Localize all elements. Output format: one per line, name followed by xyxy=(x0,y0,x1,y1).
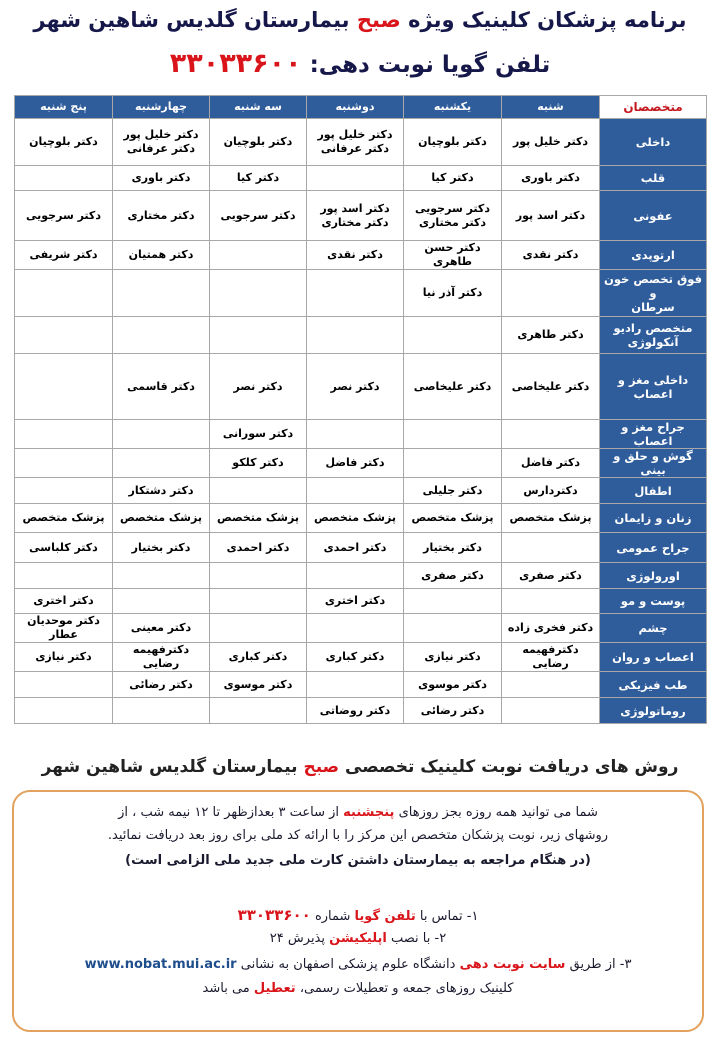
doctor-name: دکتر بلوچیان xyxy=(223,135,293,148)
doctor-name: دکتر رضائی xyxy=(420,703,485,717)
specialty-cell xyxy=(600,643,707,672)
schedule-cell xyxy=(404,119,502,166)
id-card-note: (در هنگام مراجعه به بیمارستان داشتن کارت ملی جدید ملی الزامی است) xyxy=(125,853,591,868)
schedule-cell xyxy=(113,478,210,504)
table-row xyxy=(15,643,707,672)
specialty-header: متخصصان xyxy=(600,96,707,119)
day-header: پنج شنبه xyxy=(15,96,113,119)
schedule-cell xyxy=(210,270,307,317)
schedule-cell xyxy=(307,420,404,449)
schedule-cell xyxy=(502,478,600,504)
day-header: سه شنبه xyxy=(210,96,307,119)
doctor-name: پزشک متخصص xyxy=(22,511,105,524)
schedule-cell xyxy=(404,317,502,354)
schedule-cell xyxy=(15,166,113,191)
schedule-cell xyxy=(113,672,210,698)
specialty-name: چشم xyxy=(638,621,668,635)
doctor-name: دکتر روضاتی xyxy=(319,703,391,717)
schedule-cell xyxy=(15,191,113,241)
doctor-name: دکتر خلیل پور xyxy=(512,135,589,148)
specialty-cell xyxy=(600,589,707,614)
specialty-name: متخصص رادیو آنکولوژی xyxy=(613,321,693,349)
table-row xyxy=(15,563,707,589)
schedule-cell xyxy=(113,589,210,614)
specialty-cell xyxy=(600,241,707,270)
schedule-cell xyxy=(502,589,600,614)
schedule-cell xyxy=(15,478,113,504)
schedule-cell xyxy=(307,317,404,354)
method-1: ۱- تماس با تلفن گویا شماره ۳۳۰۳۳۶۰۰ xyxy=(237,906,479,924)
doctor-name: دکتر بلوچیان xyxy=(29,135,98,148)
doctor-name: دکتر نقدی xyxy=(327,248,383,261)
table-row xyxy=(15,270,707,317)
schedule-cell xyxy=(404,698,502,724)
schedule-cell xyxy=(502,504,600,533)
schedule-cell xyxy=(307,672,404,698)
table-row xyxy=(15,614,707,643)
schedule-cell xyxy=(15,241,113,270)
schedule-cell xyxy=(15,119,113,166)
schedule-cell xyxy=(15,533,113,563)
schedule-cell xyxy=(113,241,210,270)
schedule-cell xyxy=(15,589,113,614)
doctor-name: دکتر شریفی xyxy=(29,248,98,261)
schedule-cell xyxy=(502,449,600,478)
specialty-name: اطفال xyxy=(634,483,672,498)
doctor-name: دکتر خلیل پور xyxy=(123,128,199,141)
doctor-name: دکتر احمدی xyxy=(226,540,290,554)
doctor-name: دکتر بلوچیان xyxy=(418,135,487,148)
schedule-cell xyxy=(210,241,307,270)
schedule-cell xyxy=(210,317,307,354)
schedule-cell xyxy=(15,672,113,698)
schedule-cell xyxy=(404,504,502,533)
schedule-cell xyxy=(210,354,307,420)
schedule-cell xyxy=(15,614,113,643)
doctor-name: دکتر خلیل پور xyxy=(317,128,393,141)
schedule-cell xyxy=(502,533,600,563)
specialty-name: جراح عمومی xyxy=(616,540,690,555)
doctor-name: دکتر نصر xyxy=(330,379,380,393)
doctor-name: دکتر کیا xyxy=(236,171,280,184)
doctor-name: دکتر موسوی xyxy=(418,677,487,691)
schedule-cell xyxy=(307,698,404,724)
schedule-cell xyxy=(307,191,404,241)
specialty-cell xyxy=(600,420,707,449)
doctor-name: دکتر عرفانی xyxy=(320,142,390,155)
schedule-cell xyxy=(404,563,502,589)
doctor-name: دکتر نیازی xyxy=(424,650,481,663)
doctor-name: دکتر اسد پور xyxy=(515,208,586,222)
schedule-cell xyxy=(15,643,113,672)
table-row xyxy=(15,698,707,724)
schedule-cell xyxy=(15,449,113,478)
schedule-cell xyxy=(404,614,502,643)
schedule-cell xyxy=(307,166,404,191)
table-row xyxy=(15,191,707,241)
schedule-cell xyxy=(404,420,502,449)
doctor-name: دکتر بختیار xyxy=(423,540,482,554)
schedule-cell xyxy=(113,504,210,533)
schedule-cell xyxy=(210,563,307,589)
schedule-cell xyxy=(113,563,210,589)
schedule-cell xyxy=(307,478,404,504)
schedule-cell xyxy=(210,191,307,241)
schedule-cell xyxy=(15,420,113,449)
schedule-table xyxy=(14,95,707,724)
doctor-name: دکتر مختاری xyxy=(127,208,195,222)
specialty-cell xyxy=(600,533,707,563)
schedule-cell xyxy=(307,504,404,533)
doctor-name: دکتر باوری xyxy=(521,171,580,184)
doctor-name: دکتر مختاری xyxy=(321,215,389,229)
schedule-cell xyxy=(113,270,210,317)
schedule-cell xyxy=(404,449,502,478)
doctor-name: دکتر نیازی xyxy=(35,650,92,663)
schedule-cell xyxy=(113,166,210,191)
specialty-cell xyxy=(600,698,707,724)
schedule-cell xyxy=(404,589,502,614)
schedule-cell xyxy=(502,614,600,643)
schedule-cell xyxy=(210,119,307,166)
doctor-name: دکتر کباری xyxy=(325,650,385,663)
table-row xyxy=(15,420,707,449)
specialty-name: داخلی xyxy=(635,135,671,149)
schedule-cell xyxy=(307,643,404,672)
method-phone-number: ۳۳۰۳۳۶۰۰ xyxy=(237,906,311,924)
doctor-name: دکتر موحدیان عطار xyxy=(27,614,100,641)
doctor-name: دکتر سرجویی xyxy=(415,201,490,215)
doctor-name: دکترفهیمه رضایی xyxy=(522,643,579,670)
schedule-cell xyxy=(210,614,307,643)
doctor-name: دکتر اختری xyxy=(33,594,94,607)
day-header: دوشنبه xyxy=(307,96,404,119)
doctor-name: دکتر سورانی xyxy=(222,427,294,440)
specialty-name: داخلی مغز و اعصاب xyxy=(617,372,689,401)
specialty-name: سرطان xyxy=(631,300,675,314)
specialty-name: اعصاب و روان xyxy=(612,650,694,664)
schedule-cell xyxy=(404,354,502,420)
specialty-name: زنان و زایمان xyxy=(614,511,692,525)
table-row xyxy=(15,166,707,191)
table-row xyxy=(15,504,707,533)
page-title: برنامه پزشکان کلینیک ویژه صبح بیمارستان گلدیس شاهین شهر xyxy=(33,8,687,32)
nobat-website-link[interactable]: www.nobat.mui.ac.ir xyxy=(84,957,237,972)
doctor-name: دکتر سرجویی xyxy=(26,208,101,222)
schedule-cell xyxy=(307,449,404,478)
doctor-name: دکتر اسد پور xyxy=(320,201,390,215)
schedule-cell xyxy=(404,270,502,317)
doctor-name: دکتر صفری xyxy=(421,568,484,582)
doctor-name: دکتر قاسمی xyxy=(127,379,195,393)
schedule-cell xyxy=(113,643,210,672)
doctor-name: پزشک متخصص xyxy=(314,511,396,524)
specialty-name: اورولوژی xyxy=(626,568,680,583)
table-row xyxy=(15,449,707,478)
schedule-cell xyxy=(15,354,113,420)
doctor-name: پزشک متخصص xyxy=(217,511,299,524)
schedule-cell xyxy=(404,241,502,270)
doctor-name: دکتر کیا xyxy=(431,171,474,184)
table-row xyxy=(15,478,707,504)
schedule-cell xyxy=(502,270,600,317)
schedule-cell xyxy=(113,317,210,354)
schedule-cell xyxy=(404,191,502,241)
specialty-name: جراح مغز و اعصاب xyxy=(621,420,685,448)
schedule-cell xyxy=(404,478,502,504)
schedule-cell xyxy=(113,614,210,643)
doctor-name: دکتر حسن طاهری xyxy=(424,241,481,268)
doctor-name: دکتر فخری زاده xyxy=(507,621,594,634)
doctor-name: پزشک متخصص xyxy=(509,511,592,524)
specialty-name: پوست و مو xyxy=(620,594,686,608)
schedule-cell xyxy=(307,119,404,166)
schedule-cell xyxy=(404,643,502,672)
day-header: یکشنبه xyxy=(404,96,502,119)
doctor-name: دکتر جلیلی xyxy=(422,483,483,497)
doctor-name: دکتر فاضل xyxy=(521,456,580,469)
table-row xyxy=(15,672,707,698)
info-paragraph: شما می توانید همه روزه بجز روزهای پنجشنبه از ساعت ۳ بعدازظهر تا ۱۲ نیمه شب ، از xyxy=(118,805,598,820)
table-header-row xyxy=(15,96,707,119)
schedule-cell xyxy=(502,643,600,672)
doctor-name: پزشک متخصص xyxy=(120,511,202,524)
doctor-name: دکتر مختاری xyxy=(419,215,486,229)
specialty-cell xyxy=(600,563,707,589)
day-header: چهارشنبه xyxy=(113,96,210,119)
day-header: شنبه xyxy=(502,96,600,119)
schedule-cell xyxy=(113,420,210,449)
schedule-cell xyxy=(404,166,502,191)
schedule-cell xyxy=(307,533,404,563)
specialty-cell xyxy=(600,191,707,241)
doctor-name: دکتر علیخاصی xyxy=(413,379,492,393)
methods-title: روش های دریافت نوبت کلینیک تخصصی صبح بیمارستان گلدیس شاهین شهر xyxy=(41,757,679,777)
schedule-cell xyxy=(113,354,210,420)
doctor-name: دکتر نقدی xyxy=(522,248,579,261)
phone-title: تلفن گویا نوبت دهی: ۳۳۰۳۳۶۰۰ xyxy=(169,48,551,79)
doctor-name: دکتر سرجویی xyxy=(220,208,296,222)
schedule-cell xyxy=(307,614,404,643)
doctor-name: دکتر عرفانی xyxy=(126,142,196,155)
schedule-cell xyxy=(113,698,210,724)
schedule-cell xyxy=(502,191,600,241)
doctor-name: دکتردارس xyxy=(523,483,578,497)
doctor-name: دکتر دشتکار xyxy=(128,483,194,497)
schedule-cell xyxy=(307,354,404,420)
specialty-cell xyxy=(600,449,707,478)
table-row xyxy=(15,589,707,614)
schedule-cell xyxy=(15,317,113,354)
doctor-name: دکتر موسوی xyxy=(223,677,293,691)
schedule-cell xyxy=(210,533,307,563)
table-row xyxy=(15,241,707,270)
specialty-name: گوش و حلق و بینی xyxy=(613,449,693,477)
specialty-cell xyxy=(600,354,707,420)
schedule-cell xyxy=(404,672,502,698)
specialty-cell xyxy=(600,478,707,504)
schedule-cell xyxy=(15,504,113,533)
schedule-cell xyxy=(210,643,307,672)
specialty-name: عفونی xyxy=(633,208,673,223)
info-paragraph: روشهای زیر، نوبت پزشکان متخصص این مرکز را با ارائه کد ملی برای روز بعد دریافت نمائید. xyxy=(107,828,609,843)
schedule-cell xyxy=(502,420,600,449)
doctor-name: دکتر احمدی xyxy=(323,540,387,554)
schedule-cell xyxy=(307,270,404,317)
schedule-cell xyxy=(502,241,600,270)
table-row xyxy=(15,354,707,420)
doctor-name: دکتر باوری xyxy=(131,171,191,184)
schedule-cell xyxy=(15,270,113,317)
schedule-cell xyxy=(113,191,210,241)
schedule-cell xyxy=(210,420,307,449)
schedule-cell xyxy=(15,698,113,724)
schedule-cell xyxy=(210,449,307,478)
specialty-cell xyxy=(600,614,707,643)
specialty-name: قلب xyxy=(640,171,666,185)
doctor-name: دکتر همتیان xyxy=(128,248,194,261)
specialty-cell xyxy=(600,270,707,317)
info-box xyxy=(12,790,704,1032)
methods-section xyxy=(0,745,720,1040)
specialty-name: فوق تخصص خون و xyxy=(604,272,702,300)
schedule-cell xyxy=(307,589,404,614)
table-row xyxy=(15,317,707,354)
doctor-name: دکتر معینی xyxy=(130,621,192,634)
method-3: ۳- از طریق سایت نوبت دهی دانشگاه علوم پزشکی اصفهان به نشانی www.nobat.mui.ac.ir xyxy=(84,957,632,972)
doctor-name: دکتر رضائی xyxy=(129,677,193,691)
doctor-name: دکتر کباری xyxy=(228,650,288,663)
schedule-cell xyxy=(210,166,307,191)
schedule-cell xyxy=(502,166,600,191)
closing-note: کلینیک روزهای جمعه و تعطیلات رسمی، تعطیل می باشد xyxy=(202,981,514,996)
doctor-name: دکتر کلکو xyxy=(232,456,284,469)
specialty-cell xyxy=(600,166,707,191)
schedule-cell xyxy=(502,563,600,589)
doctor-name: دکتر صفری xyxy=(519,568,582,582)
doctor-name: دکتر آذر نیا xyxy=(422,286,483,299)
schedule-cell xyxy=(502,354,600,420)
schedule-cell xyxy=(113,533,210,563)
doctor-name: دکتر بختیار xyxy=(131,540,191,554)
specialty-cell xyxy=(600,317,707,354)
schedule-cell xyxy=(113,119,210,166)
schedule-cell xyxy=(210,672,307,698)
doctor-name: پزشک متخصص xyxy=(411,511,494,524)
doctor-name: دکتر کلباسی xyxy=(29,540,98,554)
specialty-cell xyxy=(600,672,707,698)
schedule-cell xyxy=(307,241,404,270)
doctor-name: دکتر نصر xyxy=(233,379,283,393)
specialty-cell xyxy=(600,504,707,533)
method-2: ۲- با نصب اپلیکیشن پذیرش ۲۴ xyxy=(269,931,447,946)
schedule-cell xyxy=(404,533,502,563)
doctor-name: دکترفهیمه رضایی xyxy=(132,643,190,670)
doctor-name: دکتر فاضل xyxy=(325,456,385,469)
schedule-cell xyxy=(210,504,307,533)
schedule-cell xyxy=(502,672,600,698)
schedule-cell xyxy=(113,449,210,478)
table-row xyxy=(15,533,707,563)
schedule-cell xyxy=(502,698,600,724)
specialty-name: روماتولوژی xyxy=(620,703,686,718)
phone-number: ۳۳۰۳۳۶۰۰ xyxy=(169,48,302,79)
schedule-cell xyxy=(210,589,307,614)
table-row xyxy=(15,119,707,166)
doctor-name: دکتر طاهری xyxy=(517,328,584,341)
schedule-cell xyxy=(307,563,404,589)
schedule-cell xyxy=(502,317,600,354)
doctor-name: دکتر اختری xyxy=(324,594,386,607)
specialty-name: طب فیزیکی xyxy=(618,677,688,692)
schedule-cell xyxy=(210,478,307,504)
schedule-cell xyxy=(210,698,307,724)
schedule-cell xyxy=(15,563,113,589)
specialty-name: ارتوپدی xyxy=(631,248,675,262)
schedule-cell xyxy=(502,119,600,166)
specialty-cell xyxy=(600,119,707,166)
doctor-name: دکتر علیخاصی xyxy=(511,379,590,393)
